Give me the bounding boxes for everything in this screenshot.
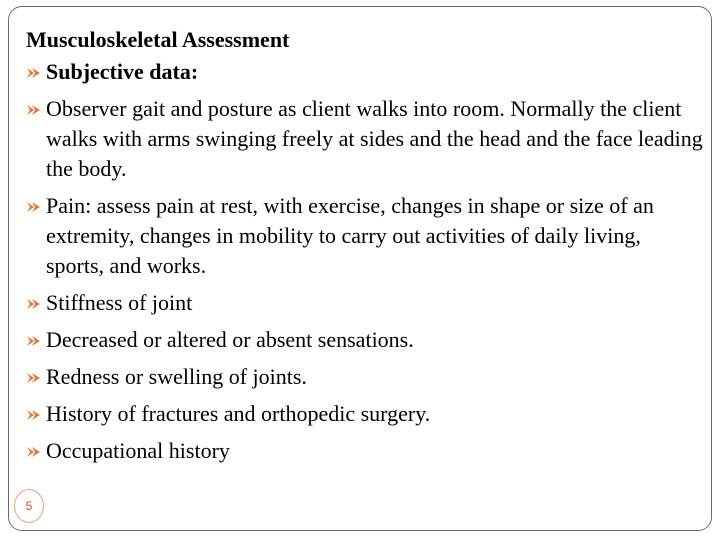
bullet-item <box>24 57 704 87</box>
bullet-text: Stiffness of joint <box>46 290 193 315</box>
arrow-bullet-icon <box>24 94 46 124</box>
bullet-text: Subjective data: <box>46 59 199 84</box>
bullet-text: Pain: assess pain at rest, with exercise, changes in shape or size of an extremity, changes in mobility to carry out activities of daily living, sports, and works. <box>46 193 654 278</box>
page-number-badge: 5 <box>14 489 44 523</box>
bullet-list <box>24 57 704 466</box>
slide-title: Musculoskeletal Assessment <box>26 27 290 52</box>
arrow-bullet-icon <box>24 399 46 429</box>
arrow-bullet-icon <box>24 436 46 466</box>
bullet-item <box>24 94 704 184</box>
bullet-item <box>24 436 704 466</box>
bullet-item <box>24 288 704 318</box>
bullet-text: Decreased or altered or absent sensations. <box>46 327 414 352</box>
arrow-bullet-icon <box>24 57 46 87</box>
bullet-text: Observer gait and posture as client walks into room. Normally the client walks with arms swinging freely at sides and the head and the face leading the body. <box>46 96 703 181</box>
bullet-text: History of fractures and orthopedic surgery. <box>46 401 431 426</box>
arrow-bullet-icon <box>24 191 46 221</box>
bullet-item <box>24 399 704 429</box>
arrow-bullet-icon <box>24 362 46 392</box>
arrow-bullet-icon <box>24 325 46 355</box>
bullet-text: Redness or swelling of joints. <box>46 364 307 389</box>
bullet-text: Occupational history <box>46 438 230 463</box>
slide-content <box>24 25 704 473</box>
arrow-bullet-icon <box>24 288 46 318</box>
bullet-item <box>24 362 704 392</box>
bullet-item <box>24 325 704 355</box>
bullet-item <box>24 191 704 281</box>
